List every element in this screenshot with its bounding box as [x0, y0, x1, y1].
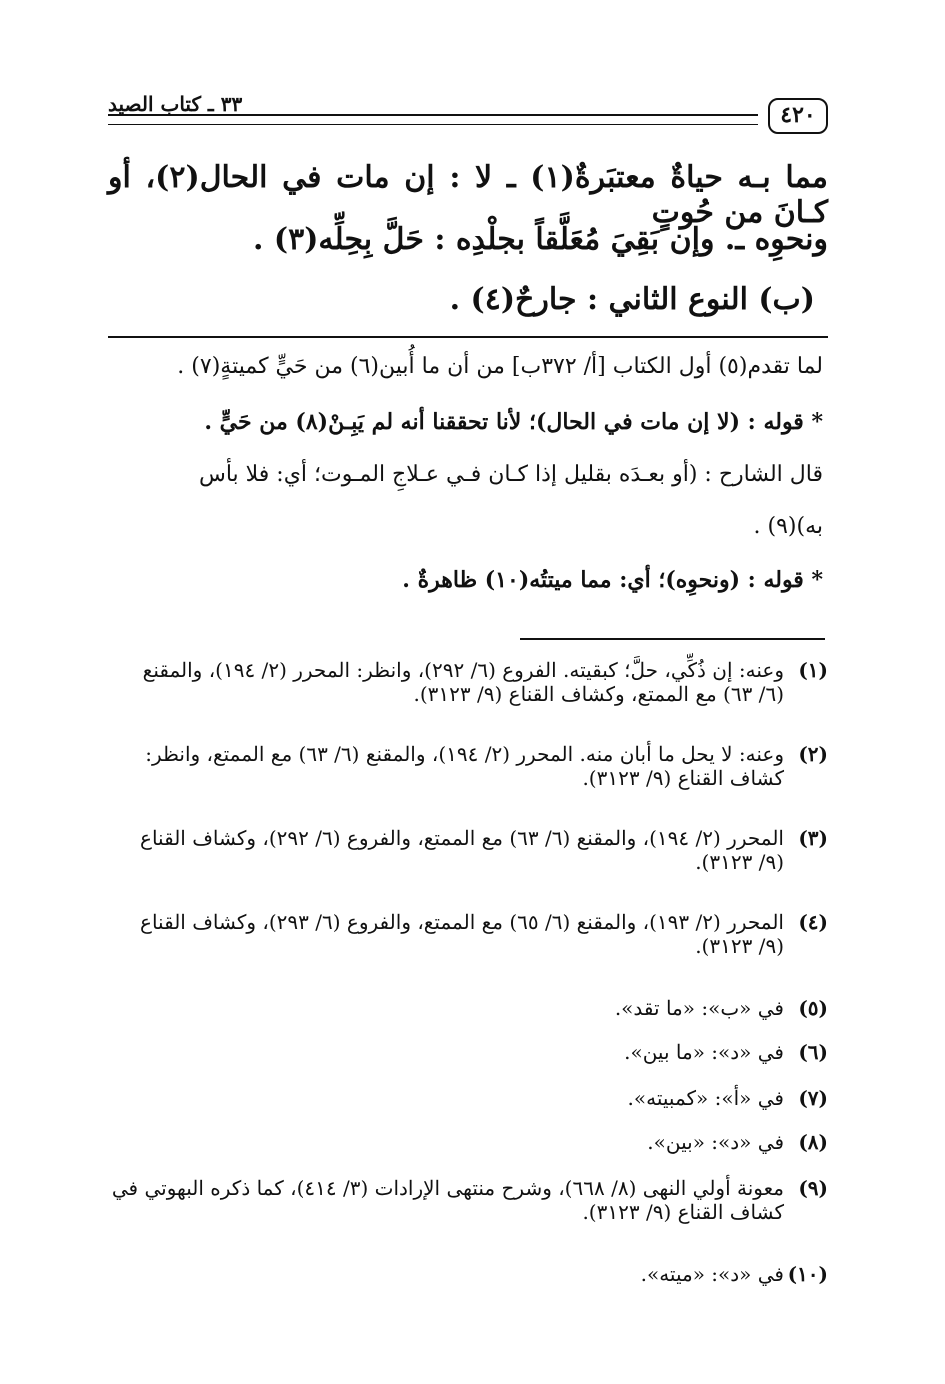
- main-text-line-1: مما بـه حياةٌ معتبَرةٌ(١) ـ لا : إن مات في الحال(٢)، أو كـانَ من حُوتٍ: [108, 160, 828, 230]
- footnote-number: (٨): [798, 1130, 828, 1154]
- footnote-text-continued: كشاف القناع (٩/ ٣١٢٣).: [582, 1200, 784, 1224]
- commentary-paragraph-3-line-2: به)(٩) .: [753, 514, 823, 539]
- running-title: ٣٣ ـ كتاب الصيد: [108, 92, 243, 116]
- footnote-5: [108, 996, 828, 1020]
- footnote-text-continued: (٩/ ٣١٢٣).: [695, 850, 784, 874]
- page-number: ٤٢٠: [768, 98, 828, 134]
- footnote-text: في «د»: «ما بين».: [624, 1040, 784, 1064]
- commentary-paragraph-2: * قوله : (لا إن مات في الحال)؛ لأنا تحققنا أنه لم يَبِـنْ(٨) من حَيٍّ .: [204, 409, 823, 435]
- footnote-text: في «د»: «ميته».: [640, 1262, 784, 1286]
- section-heading: (ب) النوع الثاني : جارحٌ(٤) .: [449, 282, 815, 317]
- main-text-line-2: ونحوِه ـ. وإن بَقِيَ مُعَلَّقاً بجلْدِه : حَلَّ بِحِلِّه(٣) .: [253, 222, 828, 257]
- footnote-text-continued: كشاف القناع (٩/ ٣١٢٣).: [582, 766, 784, 790]
- commentary-paragraph-1: لما تقدم(٥) أول الكتاب [أ/ ٣٧٢ب] من أن ما أُبين(٦) من حَيٍّ كميتةٍ(٧) .: [177, 354, 823, 379]
- footnote-text: في «د»: «بين».: [647, 1130, 784, 1154]
- page-header: [108, 92, 828, 144]
- footnote-4: [108, 910, 828, 958]
- footnote-7: [108, 1086, 828, 1110]
- footnote-text: المحرر (٢/ ١٩٣)، والمقنع (٦/ ٦٥) مع الممتع، والفروع (٦/ ٢٩٣)، وكشاف القناع: [140, 910, 784, 934]
- footnote-text: في «أ»: «كمبيته».: [627, 1086, 784, 1110]
- footnote-1: [108, 658, 828, 706]
- footnote-text: في «ب»: «ما تقد».: [614, 996, 784, 1020]
- footnote-2: [108, 742, 828, 790]
- footnote-3: [108, 826, 828, 874]
- footnote-text: وعنه: لا يحل ما أبان منه. المحرر (٢/ ١٩٤)، والمقنع (٦/ ٦٣) مع الممتع، وانظر:: [145, 742, 784, 766]
- footnote-number: (٩): [798, 1176, 828, 1200]
- footnote-number: (٣): [798, 826, 828, 850]
- commentary-paragraph-4: * قوله : (ونحوِه)؛ أي: مما ميتتُه(١٠) ظاهرةٌ .: [402, 567, 823, 593]
- footnote-number: (٢): [798, 742, 828, 766]
- footnote-number: (١): [798, 658, 828, 682]
- footnote-text-continued: (٦/ ٦٣) مع الممتع، وكشاف القناع (٩/ ٣١٢٣).: [413, 682, 784, 706]
- footnote-number: (٤): [798, 910, 828, 934]
- footnote-text-continued: (٩/ ٣١٢٣).: [695, 934, 784, 958]
- footnote-rule: [520, 638, 825, 640]
- footnote-number: (٧): [798, 1086, 828, 1110]
- footnote-text: وعنه: إن ذُكِّي، حلَّ؛ كبقيته. الفروع (٦/ ٢٩٢)، وانظر: المحرر (٢/ ١٩٤)، والمقنع: [142, 658, 784, 682]
- footnote-text: المحرر (٢/ ١٩٤)، والمقنع (٦/ ٦٣) مع الممتع، والفروع (٦/ ٢٩٢)، وكشاف القناع: [140, 826, 784, 850]
- footnote-number: (٥): [798, 996, 828, 1020]
- text-divider: [108, 336, 828, 338]
- footnote-number: (٦): [798, 1040, 828, 1064]
- footnote-text: معونة أولي النهى (٨/ ٦٦٨)، وشرح منتهى الإرادات (٣/ ٤١٤)، كما ذكره البهوتي في: [111, 1176, 784, 1200]
- footnote-10: [108, 1262, 828, 1286]
- footnote-9: [108, 1176, 828, 1224]
- footnote-6: [108, 1040, 828, 1064]
- footnote-number: (١٠): [787, 1262, 828, 1286]
- footnote-8: [108, 1130, 828, 1154]
- commentary-paragraph-3-line-1: قال الشارح : (أو بعـدَه بقليل إذا كـان فـي عـلاجِ المـوت؛ أي: فلا بأس: [198, 462, 823, 487]
